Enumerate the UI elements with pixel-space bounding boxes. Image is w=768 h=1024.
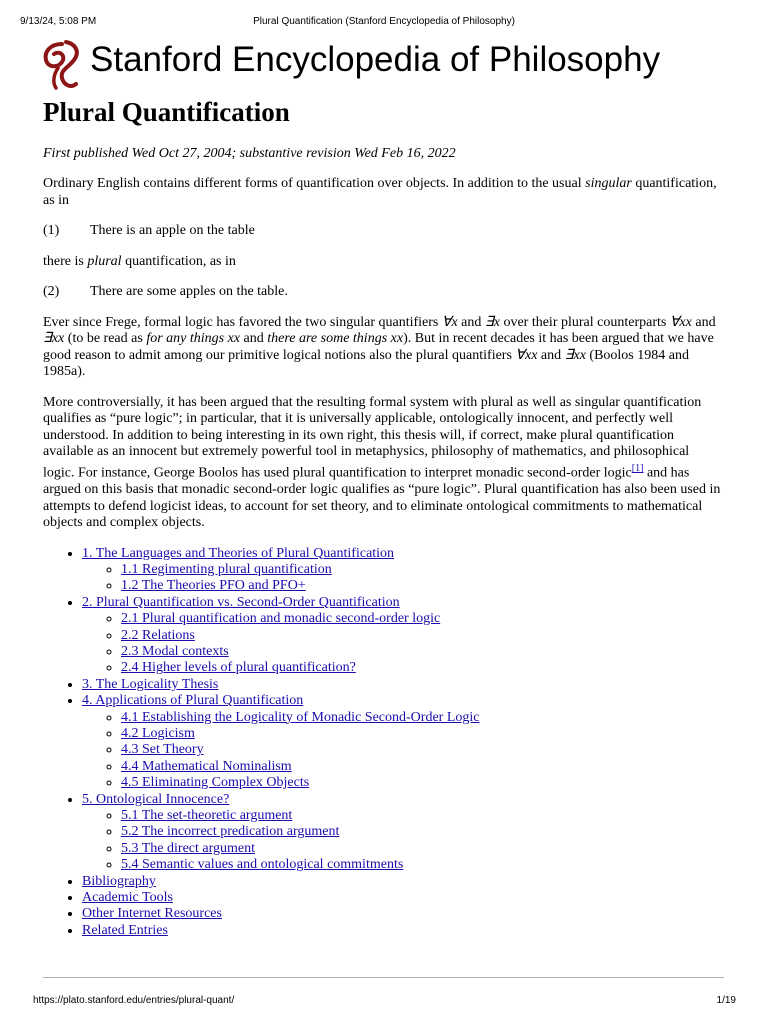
toc-sublink[interactable]: 2.4 Higher levels of plural quantification? xyxy=(121,660,356,676)
toc-sublink[interactable]: 2.3 Modal contexts xyxy=(121,643,229,659)
toc-item xyxy=(82,874,723,890)
site-name[interactable]: Stanford Encyclopedia of Philosophy xyxy=(90,40,661,79)
toc-item xyxy=(82,546,723,595)
toc-link[interactable]: 1. The Languages and Theories of Plural Quantification xyxy=(82,545,395,561)
toc-subitem xyxy=(121,611,723,627)
toc-sublist xyxy=(82,808,723,874)
toc-sublink[interactable]: 5.1 The set-theoretic argument xyxy=(121,808,293,824)
example-2 xyxy=(43,284,723,301)
toc-subitem xyxy=(121,644,723,660)
toc-item xyxy=(82,792,723,874)
math-formula: ∀xx xyxy=(515,347,538,363)
table-of-contents xyxy=(43,546,723,940)
toc-link[interactable]: 3. The Logicality Thesis xyxy=(82,676,219,692)
toc-subitem xyxy=(121,857,723,873)
toc-item xyxy=(82,595,723,677)
toc-link[interactable]: Related Entries xyxy=(82,922,168,938)
toc-subitem xyxy=(121,759,723,775)
toc-subitem xyxy=(121,742,723,758)
toc-subitem xyxy=(121,628,723,644)
toc-sublink[interactable]: 4.4 Mathematical Nominalism xyxy=(121,758,292,774)
footnote-marker xyxy=(632,463,644,474)
toc-subitem xyxy=(121,578,723,594)
article xyxy=(43,96,723,939)
toc-item xyxy=(82,890,723,906)
toc-subitem xyxy=(121,824,723,840)
print-doc-title: Plural Quantification (Stanford Encyclopedia of Philosophy) xyxy=(253,16,515,27)
toc-sublink[interactable]: 4.1 Establishing the Logicality of Monadic Second-Order Logic xyxy=(121,709,480,725)
toc-sublist xyxy=(82,710,723,792)
math-formula: xx xyxy=(227,331,241,347)
page-number: 1/19 xyxy=(716,995,736,1006)
example-text: There is an apple on the table xyxy=(90,223,255,239)
toc-subitem xyxy=(121,726,723,742)
print-date: 9/13/24, 5:08 PM xyxy=(20,16,97,27)
paragraph-frege: Ever since Frege, formal logic has favored the two singular quantifiers ∀x and ∃x over their plural counterparts ∀xx and ∃xx (to be read as for any things xx and there are some things xx). But in recent decades it has been argued that we have good reason to admit among our primitive logical notions also the plural quantifiers ∀xx and ∃xx (Boolos 1984 and 1985a). xyxy=(43,314,716,380)
toc-link[interactable]: Academic Tools xyxy=(82,890,173,906)
toc-link[interactable]: Other Internet Resources xyxy=(82,906,222,922)
toc-subitem xyxy=(121,562,723,578)
math-formula: xx xyxy=(390,331,404,347)
paragraph-controversy: More controversially, it has been argued that the resulting formal system with plural as well as singular quantification qualifies as “pure logic”; in particular, that it is universally applicable, ontologically innocent, and perfectly well understood. In addition to being interesting in its own right, this thesis will, if correct, make plural quantification available as an innocent but extremely powerful tool in metaphysics, philosophy of mathematics, and philosophical logic. For instance, George Boolos has used plural quantification to interpret monadic second-order logic[1] and has argued on this basis that monadic second-order logic qualifies as “pure logic”. Plural quantification has also been used in attempts to defend logicist ideas, to account for set theory, and to eliminate ontological commitments to mathematical objects and complex objects. xyxy=(43,394,721,531)
toc-item xyxy=(82,906,723,922)
math-formula: ∃xx xyxy=(564,347,586,363)
toc-sublist xyxy=(82,611,723,677)
toc-sublist xyxy=(82,562,723,595)
toc-subitem xyxy=(121,808,723,824)
paragraph-plural: there is plural quantification, as in xyxy=(43,253,236,269)
toc-sublink[interactable]: 1.1 Regimenting plural quantification xyxy=(121,561,332,577)
footer-divider xyxy=(43,977,724,978)
toc-link[interactable]: Bibliography xyxy=(82,873,156,889)
toc-subitem xyxy=(121,775,723,791)
toc-subitem xyxy=(121,841,723,857)
paragraph-intro: Ordinary English contains different forms of quantification over objects. In addition to the usual singular quantification, as in xyxy=(43,176,717,208)
print-url: https://plato.stanford.edu/entries/plural-quant/ xyxy=(33,995,235,1006)
toc-sublink[interactable]: 2.2 Relations xyxy=(121,627,195,643)
toc-item xyxy=(82,923,723,939)
example-number: (1) xyxy=(43,223,60,239)
toc-sublink[interactable]: 5.4 Semantic values and ontological commitments xyxy=(121,857,404,873)
example-text: There are some apples on the table. xyxy=(90,284,288,300)
math-formula: ∀x xyxy=(441,314,458,330)
toc-sublink[interactable]: 4.2 Logicism xyxy=(121,726,195,742)
site-header[interactable] xyxy=(40,38,740,94)
toc-sublink[interactable]: 4.3 Set Theory xyxy=(121,742,204,758)
math-formula: ∃xx xyxy=(43,331,65,347)
math-formula: ∃x xyxy=(484,314,500,330)
toc-sublink[interactable]: 1.2 The Theories PFO and PFO+ xyxy=(121,578,306,594)
toc-subitem xyxy=(121,710,723,726)
toc-sublink[interactable]: 5.3 The direct argument xyxy=(121,840,255,856)
math-formula: ∀xx xyxy=(669,314,692,330)
toc-sublink[interactable]: 2.1 Plural quantification and monadic second-order logic xyxy=(121,611,441,627)
toc-link[interactable]: 2. Plural Quantification vs. Second-Order Quantification xyxy=(82,594,400,610)
toc-sublink[interactable]: 5.2 The incorrect predication argument xyxy=(121,824,340,840)
toc-subitem xyxy=(121,660,723,676)
toc-sublink[interactable]: 4.5 Eliminating Complex Objects xyxy=(121,775,310,791)
toc-item xyxy=(82,677,723,693)
toc-link[interactable]: 4. Applications of Plural Quantification xyxy=(82,693,304,709)
publication-info: First published Wed Oct 27, 2004; substantive revision Wed Feb 16, 2022 xyxy=(43,146,456,162)
example-number: (2) xyxy=(43,284,60,300)
footnote-link[interactable]: [1] xyxy=(631,462,644,474)
toc-link[interactable]: 5. Ontological Innocence? xyxy=(82,791,230,807)
toc-item xyxy=(82,693,723,791)
page-title: Plural Quantification xyxy=(43,97,290,127)
example-1 xyxy=(43,223,723,240)
sep-logo-icon xyxy=(40,38,82,92)
